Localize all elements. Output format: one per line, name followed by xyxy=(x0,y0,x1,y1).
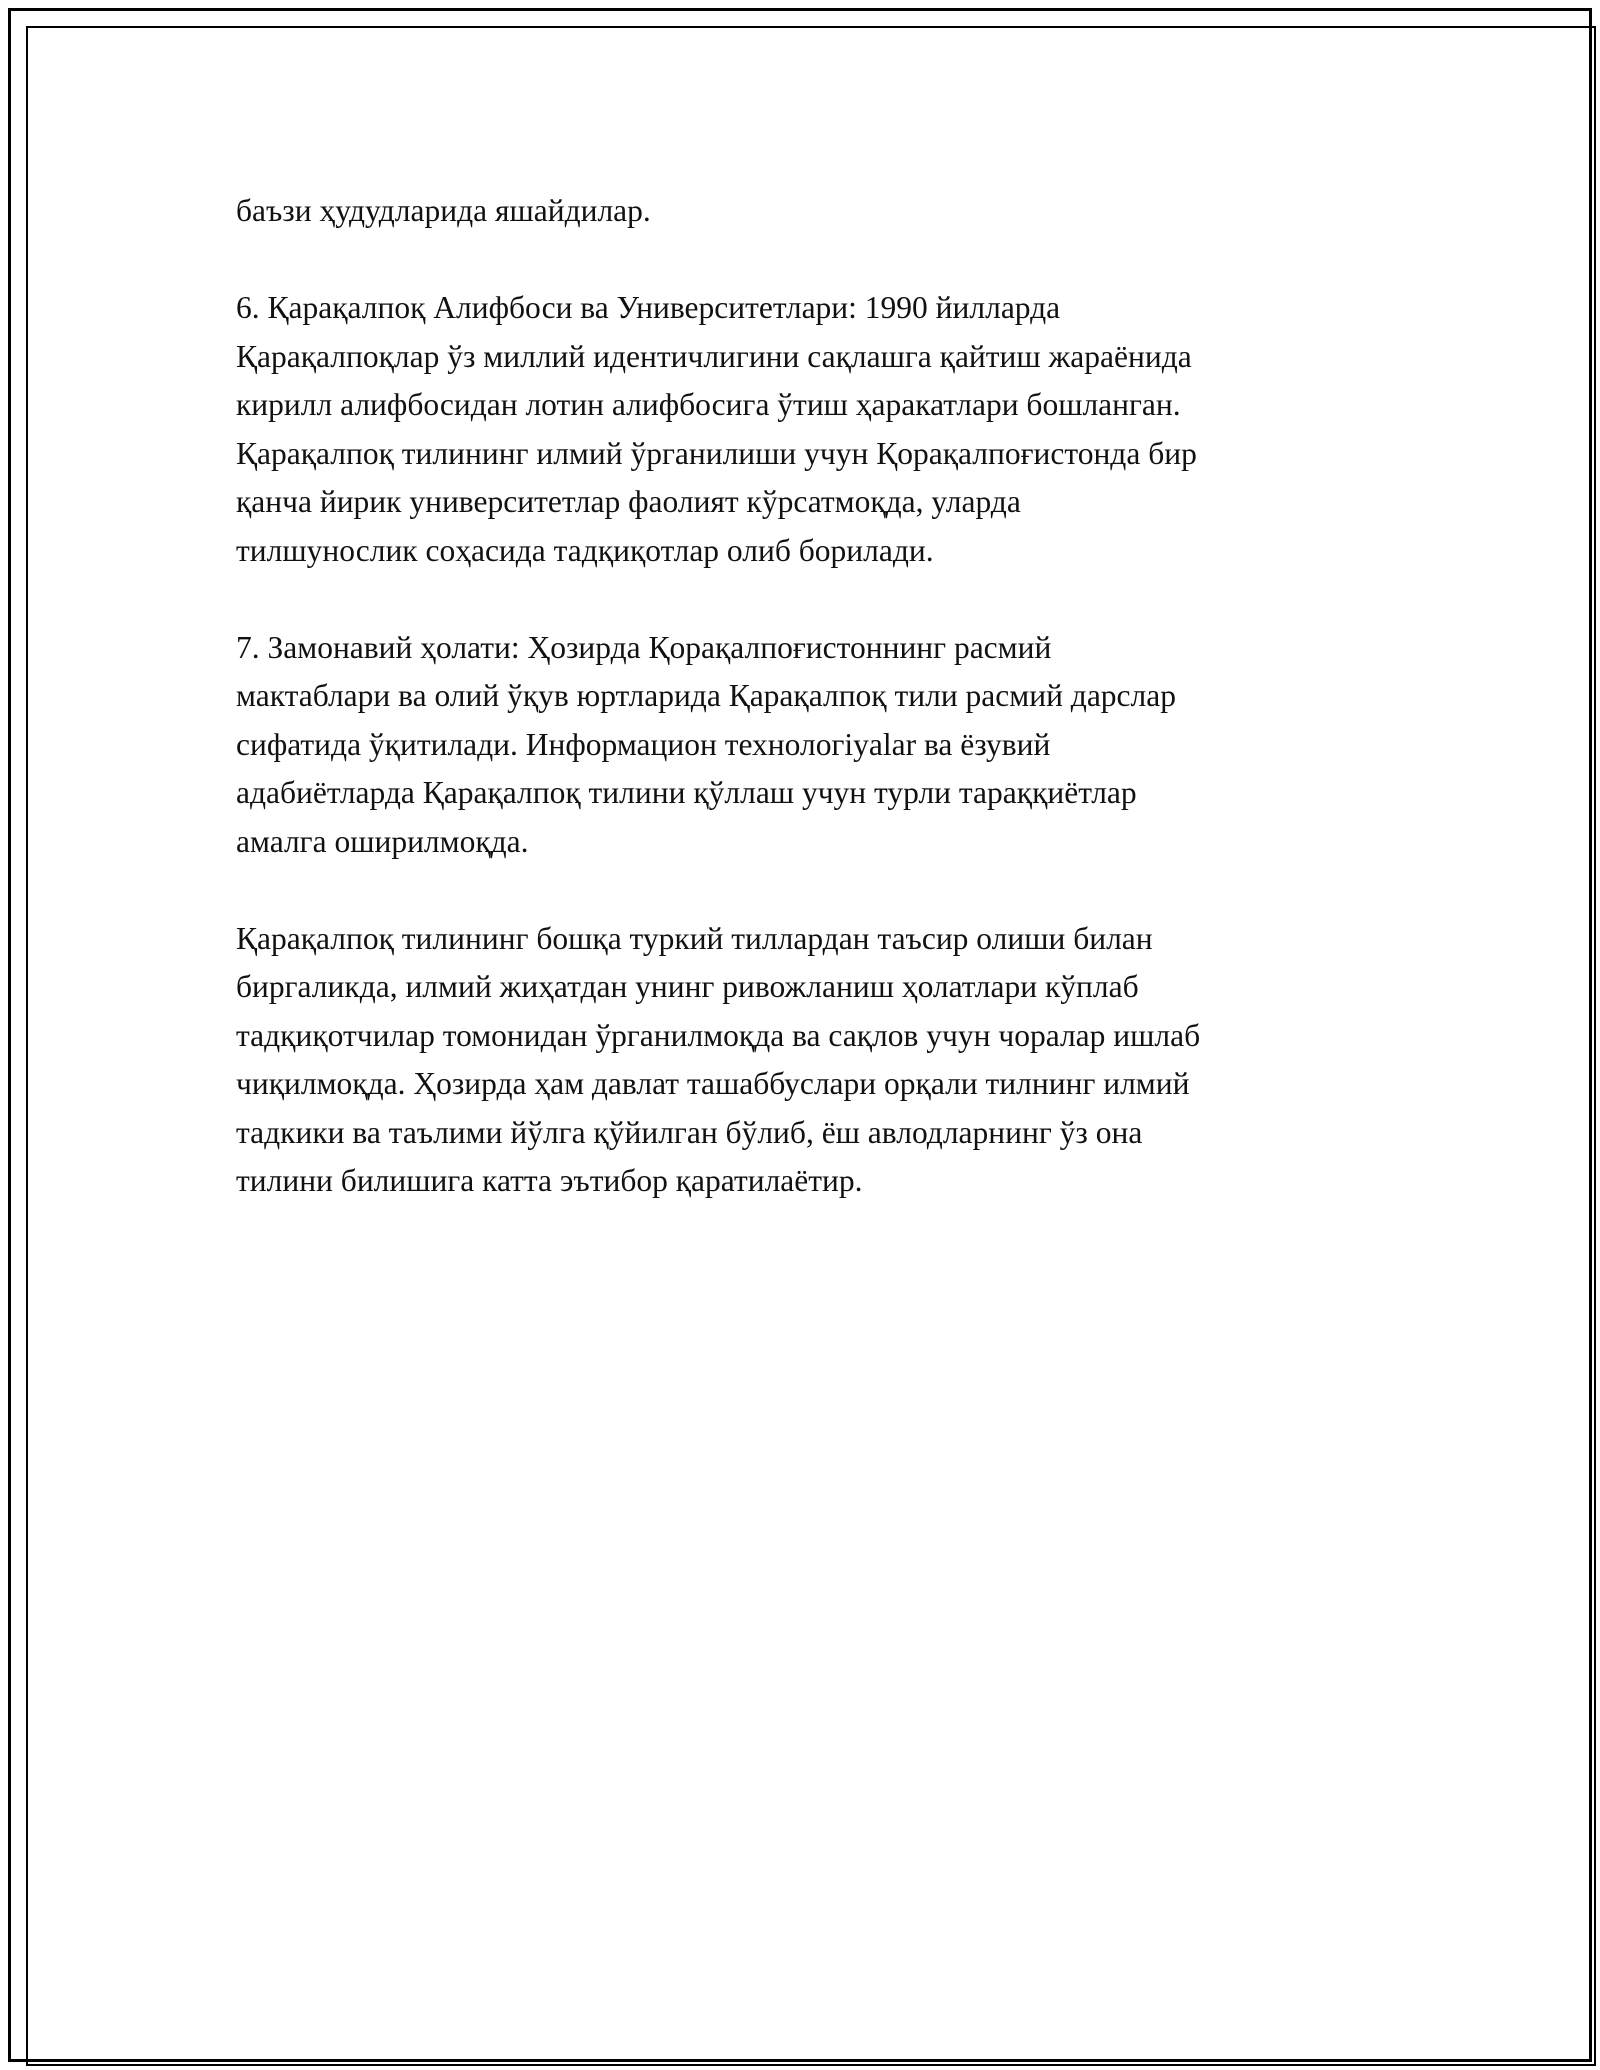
paragraph-intro-continuation: баъзи ҳудудларида яшайдилар. xyxy=(236,193,651,228)
document-body xyxy=(236,187,1376,1254)
paragraph-alphabet-universities: 6. Қарақалпоқ Алифбоси ва Университетлари: 1990 йилларда Қарақалпоқлар ўз миллий идентичлигини сақлашга қайтиш жараёнида кирилл алифбосидан лотин алифбосига ўтиш ҳаракатлари бошланган. Қарақалпоқ тилининг илмий ўрганилиши учун Қорақалпоғистонда бир қанча йирик университетлар фаолият кўрсатмоқда, уларда тилшунослик соҳасида тадқиқотлар олиб борилади. xyxy=(236,290,1197,568)
paragraph-conclusion: Қарақалпоқ тилининг бошқа туркий тиллардан таъсир олиши билан биргаликда, илмий жиҳатдан унинг ривожланиш ҳолатлари кўплаб тадқиқотчилар томонидан ўрганилмоқда ва сақлов учун чоралар ишлаб чиқилмоқда. Ҳозирда ҳам давлат ташаббуслари орқали тилнинг илмий тадкики ва таълими йўлга қўйилган бўлиб, ёш авлодларнинг ўз она тилини билишига катта эътибор қаратилаётир. xyxy=(236,920,1201,1198)
paragraph-modern-status: 7. Замонавий ҳолати: Ҳозирда Қорақалпоғистоннинг расмий мактаблари ва олий ўқув юртларида Қарақалпоқ тили расмий дарслар сифатида ўқитилади. Информацион технологiyalar ва ёзувий адабиётларда Қарақалпоқ тилини қўллаш учун турли тараққиётлар амалга оширилмоқда. xyxy=(236,629,1176,859)
